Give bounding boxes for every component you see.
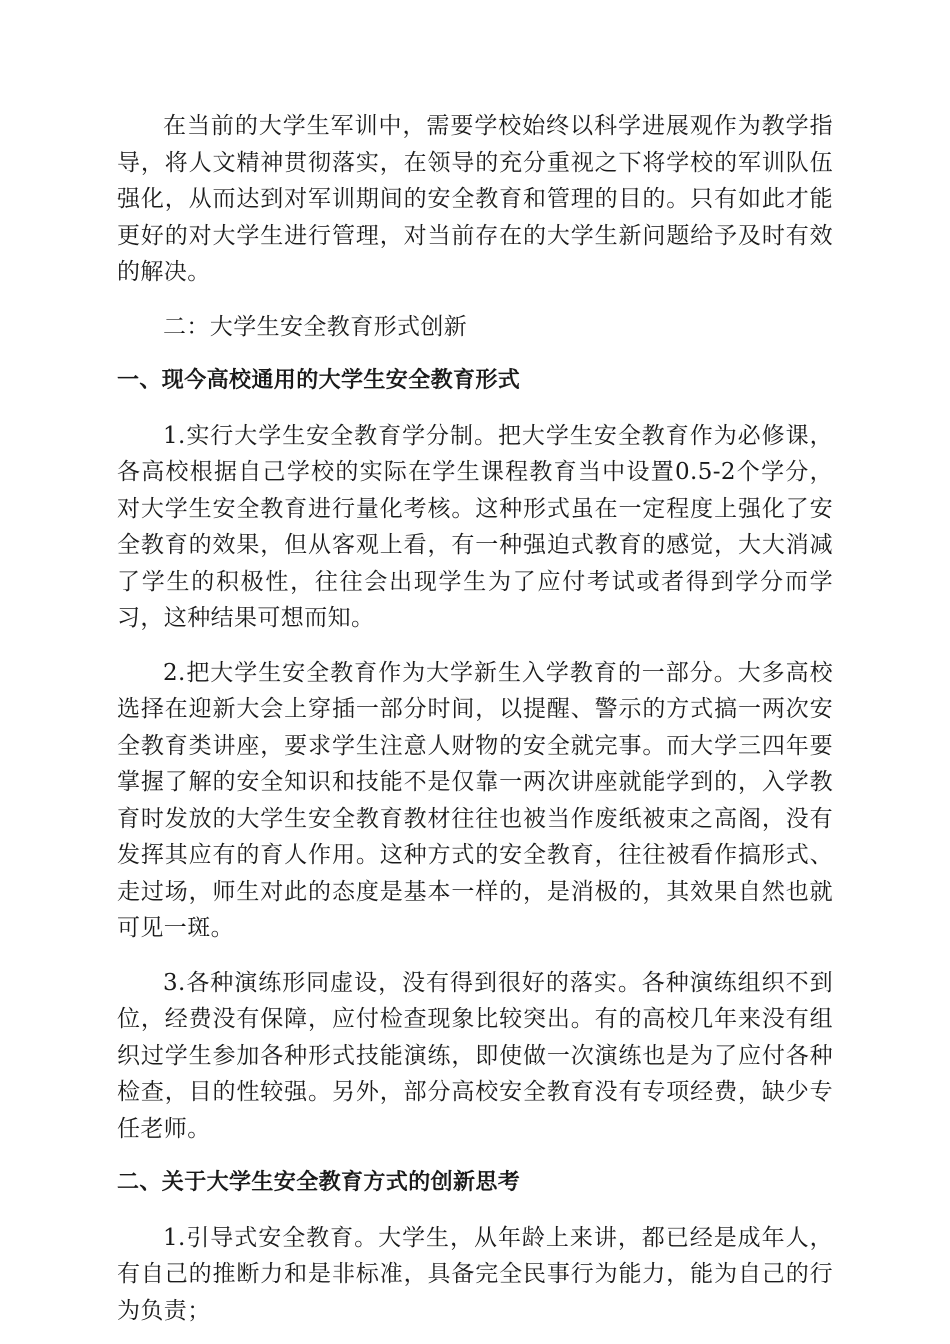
list-item-drills: 3.各种演练形同虚设，没有得到很好的落实。各种演练组织不到位，经费没有保障，应付检查现象比较突出。有的高校几年来没有组织过学生参加各种形式技能演练，即使做一次演练也是为了应付各种检查，目的性较强。另外，部分高校安全教育没有专项经费，缺少专任老师。 [117,969,833,1142]
section-title: 二：大学生安全教育形式创新 [163,313,468,340]
list-item-orientation: 2.把大学生安全教育作为大学新生入学教育的一部分。大多高校选择在迎新大会上穿插一部分时间，以提醒、警示的方式搞一两次安全教育类讲座，要求学生注意人财物的安全就完事。而大学三四年要掌握了解的安全知识和技能不是仅靠一两次讲座就能学到的，入学教育时发放的大学生安全教育教材往往也被当作废纸被束之高阁，没有发挥其应有的育人作用。这种方式的安全教育，往往被看作搞形式、走过场，师生对此的态度是基本一样的，是消极的，其效果自然也就可见一斑。 [117,659,833,941]
heading-innovation: 二、关于大学生安全教育方式的创新思考 [117,1170,521,1195]
list-item-credit-system: 1.实行大学生安全教育学分制。把大学生安全教育作为必修课，各高校根据自己学校的实际在学生课程教育当中设置0.5-2个学分，对大学生安全教育进行量化考核。这种形式虽在一定程度上强化了安全教育的效果，但从客观上看，有一种强迫式教育的感觉，大大消减了学生的积极性，往往会出现学生为了应付考试或者得到学分而学习，这种结果可想而知。 [117,422,833,631]
document-page [117,108,833,1329]
heading-current-forms: 一、现今高校通用的大学生安全教育形式 [117,368,521,393]
list-item-guided-education: 1.引导式安全教育。大学生，从年龄上来讲，都已经是成年人，有自己的推断力和是非标准，具备完全民事行为能力，能为自己的行为负责； [117,1224,833,1324]
intro-paragraph: 在当前的大学生军训中，需要学校始终以科学进展观作为教学指导，将人文精神贯彻落实，在领导的充分重视之下将学校的军训队伍强化，从而达到对军训期间的安全教育和管理的目的。只有如此才能更好的对大学生进行管理，对当前存在的大学生新问题给予及时有效的解决。 [117,113,833,285]
